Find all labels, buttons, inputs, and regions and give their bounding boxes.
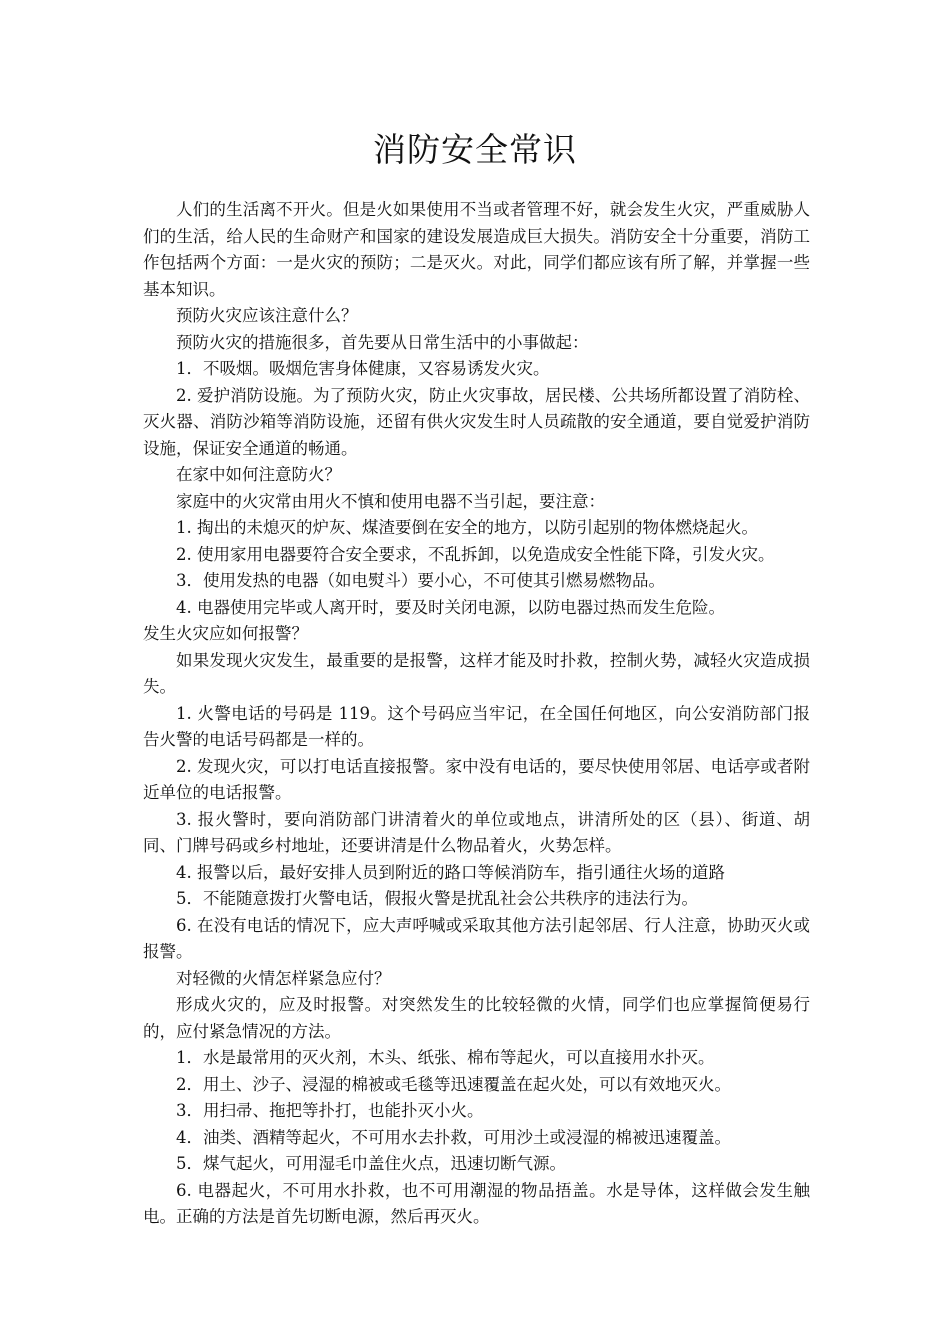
list-item: 2. 爱护消防设施。为了预防火灾，防止火灾事故，居民楼、公共场所都设置了消防栓、灭火器、消防沙箱等消防设施，还留有供火灾发生时人员疏散的安全通道，要自觉爱护消防设施，保证安全通道的畅通。 — [143, 385, 810, 458]
list-item: 5．煤气起火，可用湿毛巾盖住火点，迅速切断气源。 — [176, 1154, 566, 1173]
paragraph: 家庭中的火灾常由用火不慎和使用电器不当引起，要注意： — [176, 491, 605, 511]
list-item: 4. 报警以后，最好安排人员到附近的路口等候消防车，指引通往火场的道路 — [176, 862, 725, 882]
list-item: 1. 掏出的未熄灭的炉灰、煤渣要倒在安全的地方，以防引起别的物体燃烧起火。 — [176, 518, 758, 537]
list-item: 3. 报火警时，要向消防部门讲清着火的单位或地点，讲清所处的区（县）、街道、胡同、门牌号码或乡村地址，还要讲清是什么物品着火，火势怎样。 — [143, 809, 810, 855]
paragraph: 形成火灾的，应及时报警。对突然发生的比较轻微的火情，同学们也应掌握简便易行的，应付紧急情况的方法。 — [143, 995, 810, 1041]
intro-paragraph: 人们的生活离不开火。但是火如果使用不当或者管理不好，就会发生火灾，严重威胁人们的生活，给人民的生命财产和国家的建设发展造成巨大损失。消防安全十分重要，消防工作包括两个方面：一是火灾的预防；二是灭火。对此，同学们都应该有所了解，并掌握一些基本知识。 — [143, 200, 810, 299]
list-item: 2. 发现火灾，可以打电话直接报警。家中没有电话的，要尽快使用邻居、电话亭或者附近单位的电话报警。 — [143, 756, 810, 802]
section-heading-report: 发生火灾应如何报警？ — [143, 624, 308, 643]
list-item: 1．水是最常用的灭火剂，木头、纸张、棉布等起火，可以直接用水扑灭。 — [176, 1048, 715, 1067]
list-item: 3．使用发热的电器（如电熨斗）要小心，不可使其引燃易燃物品。 — [176, 571, 665, 590]
list-item: 2. 使用家用电器要符合安全要求，不乱拆卸，以免造成安全性能下降，引发火灾。 — [176, 544, 775, 564]
paragraph: 如果发现火灾发生，最重要的是报警，这样才能及时扑救，控制火势，减轻火灾造成损失。 — [143, 650, 810, 696]
list-item: 4．油类、酒精等起火，不可用水去扑救，可用沙土或浸湿的棉被迅速覆盖。 — [176, 1127, 731, 1147]
list-item: 1. 火警电话的号码是 119。这个号码应当牢记，在全国任何地区，向公安消防部门报告火警的电话号码都是一样的。 — [143, 703, 810, 749]
list-item: 2．用土、沙子、浸湿的棉被或毛毯等迅速覆盖在起火处，可以有效地灭火。 — [176, 1074, 731, 1094]
document-body — [143, 197, 810, 1231]
list-item: 6. 在没有电话的情况下，应大声呼喊或采取其他方法引起邻居、行人注意，协助灭火或报警。 — [143, 915, 810, 961]
list-item: 1．不吸烟。吸烟危害身体健康，又容易诱发火灾。 — [176, 359, 550, 378]
list-item: 4. 电器使用完毕或人离开时，要及时关闭电源，以防电器过热而发生危险。 — [176, 597, 725, 617]
list-item: 6. 电器起火，不可用水扑救，也不可用潮湿的物品捂盖。水是导体，这样做会发生触电。正确的方法是首先切断电源，然后再灭火。 — [143, 1180, 810, 1226]
list-item: 5．不能随意拨打火警电话，假报火警是扰乱社会公共秩序的违法行为。 — [176, 889, 698, 908]
paragraph: 预防火灾的措施很多，首先要从日常生活中的小事做起： — [176, 332, 589, 352]
section-heading-minor-fire: 对轻微的火情怎样紧急应付？ — [176, 968, 391, 988]
section-heading-prevention: 预防火灾应该注意什么？ — [176, 306, 358, 325]
list-item: 3．用扫帚、拖把等扑打，也能扑灭小火。 — [176, 1101, 484, 1120]
document-title: 消防安全常识 — [373, 130, 577, 169]
section-heading-home: 在家中如何注意防火？ — [176, 465, 341, 484]
